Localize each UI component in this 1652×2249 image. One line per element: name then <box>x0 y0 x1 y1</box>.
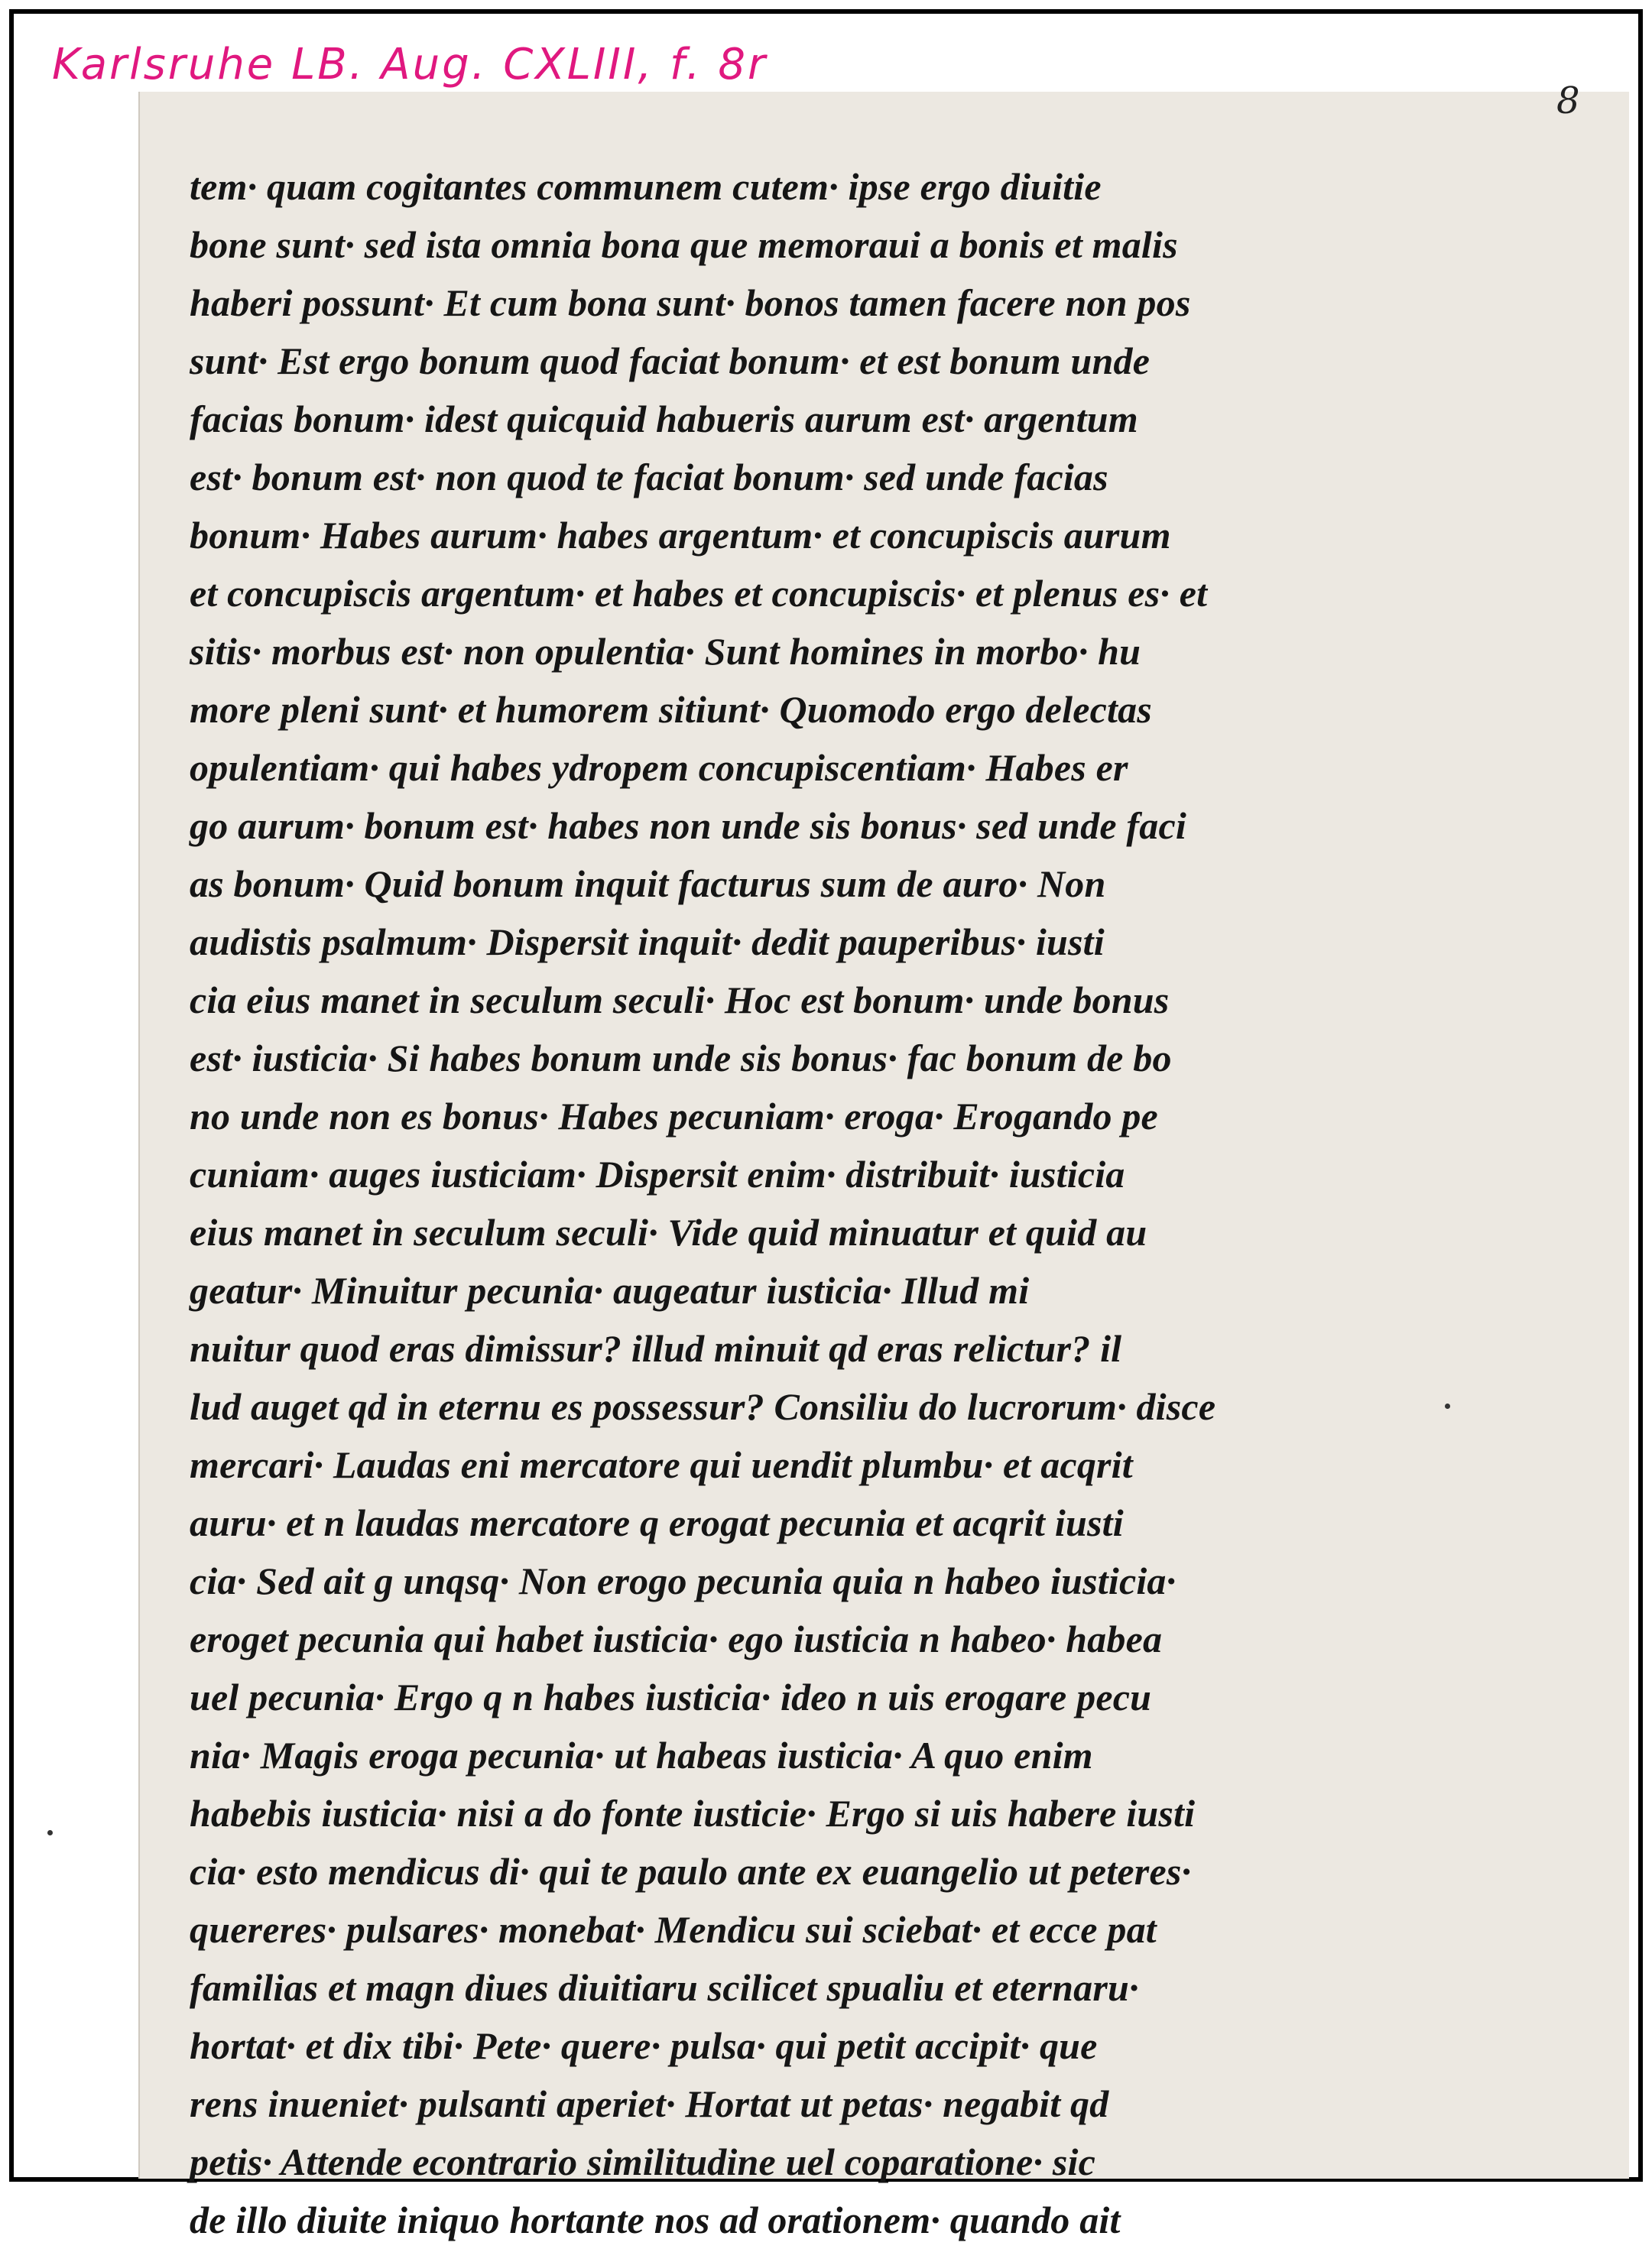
text-line: bonum· Habes aurum· habes argentum· et concupiscis aurum <box>190 514 1171 557</box>
text-line: nuitur quod eras dimissur? illud minuit qd eras relictur? il <box>190 1327 1122 1370</box>
folio-number: 8 <box>1556 80 1580 122</box>
text-line: habebis iusticia· nisi a do fonte iusticie· Ergo si uis habere iusti <box>190 1792 1196 1835</box>
manuscript-text <box>190 157 1428 2249</box>
text-line: quereres· pulsares· monebat· Mendicu sui sciebat· et ecce pat <box>190 1908 1157 1951</box>
ink-speck <box>1445 1404 1450 1409</box>
text-line: cia eius manet in seculum seculi· Hoc est bonum· unde bonus <box>190 978 1170 1021</box>
ink-speck <box>47 1830 53 1835</box>
text-line: opulentiam· qui habes ydropem concupiscentiam· Habes er <box>190 746 1128 789</box>
text-line: lud auget qd in eternu es possessur? Consiliu do lucrorum· disce <box>190 1385 1216 1428</box>
text-line: no unde non es bonus· Habes pecuniam· eroga· Erogando pe <box>190 1095 1158 1137</box>
text-line: facias bonum· idest quicquid habueris aurum est· argentum <box>190 398 1138 440</box>
text-line: auru· et n laudas mercatore q erogat pecunia et acqrit iusti <box>190 1501 1124 1544</box>
text-line: as bonum· Quid bonum inquit facturus sum de auro· Non <box>190 862 1106 905</box>
text-line: more pleni sunt· et humorem sitiunt· Quomodo ergo delectas <box>190 688 1152 731</box>
text-line: eroget pecunia qui habet iusticia· ego iusticia n habeo· habea <box>190 1618 1163 1660</box>
text-line: cia· Sed ait g unqsq· Non erogo pecunia quia n habeo iusticia· <box>190 1559 1177 1602</box>
text-line: cia· esto mendicus di· qui te paulo ante ex euangelio ut peteres· <box>190 1850 1192 1893</box>
text-line: mercari· Laudas eni mercatore qui uendit plumbu· et acqrit <box>190 1443 1133 1486</box>
text-line: familias et magn diues diuitiaru scilicet spualiu et eternaru· <box>190 1966 1139 2009</box>
text-line: cuniam· auges iusticiam· Dispersit enim· distribuit· iusticia <box>190 1153 1125 1196</box>
text-line: audistis psalmum· Dispersit inquit· dedit pauperibus· iusti <box>190 920 1105 963</box>
text-line: geatur· Minuitur pecunia· augeatur iusticia· Illud mi <box>190 1269 1030 1312</box>
text-line: est· bonum est· non quod te faciat bonum· sed unde facias <box>190 456 1108 498</box>
text-line: uel pecunia· Ergo q n habes iusticia· ideo n uis erogare pecu <box>190 1676 1152 1718</box>
text-line: eius manet in seculum seculi· Vide quid minuatur et quid au <box>190 1211 1147 1254</box>
text-line: bone sunt· sed ista omnia bona que memoraui a bonis et malis <box>190 223 1178 266</box>
text-line: est· iusticia· Si habes bonum unde sis bonus· fac bonum de bo <box>190 1037 1172 1079</box>
shelfmark-annotation: Karlsruhe LB. Aug. CXLIII, f. 8r <box>52 40 768 89</box>
text-line: sunt· Est ergo bonum quod faciat bonum· et est bonum unde <box>190 339 1151 382</box>
text-line: tem· quam cogitantes communem cutem· ipse ergo diuitie <box>190 165 1102 208</box>
text-line: de illo diuite iniquo hortante nos ad orationem· quando ait <box>190 2199 1121 2241</box>
page-frame <box>9 9 1643 2241</box>
text-line: haberi possunt· Et cum bona sunt· bonos tamen facere non pos <box>190 281 1191 324</box>
text-line: et concupiscis argentum· et habes et concupiscis· et plenus es· et <box>190 572 1208 615</box>
text-line: rens inueniet· pulsanti aperiet· Hortat ut petas· negabit qd <box>190 2082 1109 2125</box>
text-line: petis· Attende econtrario similitudine uel coparatione· sic <box>190 2140 1095 2183</box>
text-line: hortat· et dix tibi· Pete· quere· pulsa· qui petit accipit· que <box>190 2024 1098 2067</box>
text-line: nia· Magis eroga pecunia· ut habeas iusticia· A quo enim <box>190 1734 1093 1777</box>
text-line: go aurum· bonum est· habes non unde sis bonus· sed unde faci <box>190 804 1186 847</box>
text-line: sitis· morbus est· non opulentia· Sunt homines in morbo· hu <box>190 630 1141 673</box>
